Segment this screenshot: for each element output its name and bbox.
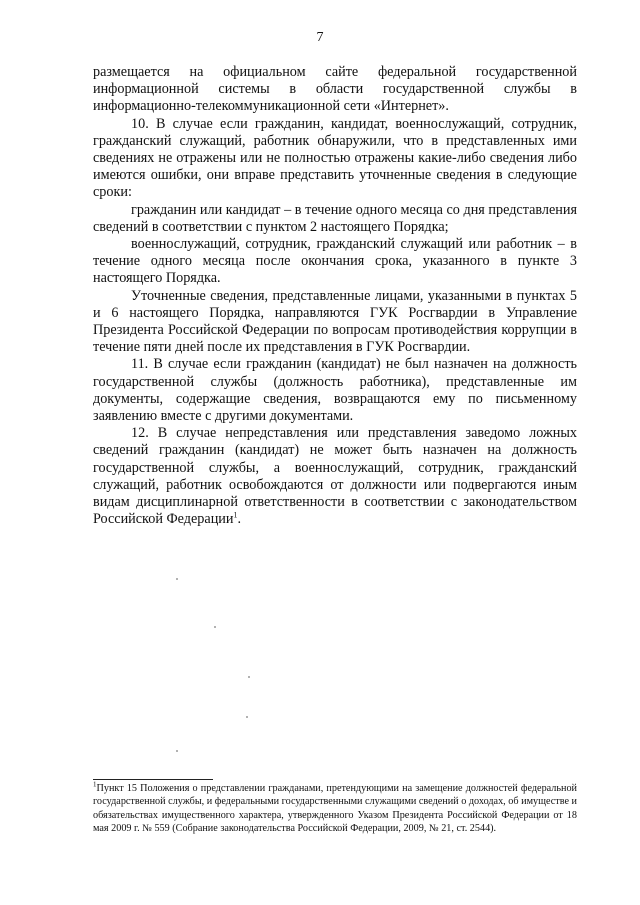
scan-artifact [248, 676, 250, 678]
footnote-reference[interactable]: 1 [233, 510, 238, 520]
document-body [93, 64, 577, 528]
footnote-marker: 1 [93, 780, 97, 789]
paragraph-item-11: 11. В случае если гражданин (кандидат) не был назначен на должность государственной службы (должность работника), представленные им документы, содержащие сведения, возвращаются ему по письменному заявлению вместе с другими документами. [93, 356, 577, 425]
footnote-separator [93, 779, 213, 780]
paragraph-clarified-info: Уточненные сведения, представленные лицами, указанными в пунктах 5 и 6 настоящего Порядка, направляются ГУК Росгвардии в Управление Президента Российской Федерации по вопросам противодействия коррупции в течение пяти дней после их представления в ГУК Росгвардии. [93, 287, 577, 356]
footnote [93, 782, 577, 835]
footnote-text: Пункт 15 Положения о представлении гражданами, претендующими на замещение должностей федеральной государственной службы, и федеральными государственными служащими сведений о доходах, об имуществе и обязательствах имущественного характера, утвержденного Указом Президента Российской Федерации от 18 мая 2009 г. № 559 (Собрание законодательства Российской Федерации, 2009, № 21, ст. 2544). [93, 783, 577, 834]
scan-artifact [176, 578, 178, 580]
paragraph-continuation: размещается на официальном сайте федеральной государственной информационной системы в области государственной службы в информационно-телекоммуникационной сети «Интернет». [93, 64, 577, 115]
paragraph-item-10: 10. В случае если гражданин, кандидат, военнослужащий, сотрудник, гражданский служащий, работник обнаружили, что в представленных ими сведениях не отражены или не полностью отражены какие-либо сведения либо имеются ошибки, они вправе представить уточненные сведения в следующие сроки: [93, 115, 577, 201]
scan-artifact [246, 716, 248, 718]
paragraph-deadline-employee: военнослужащий, сотрудник, гражданский служащий или работник – в течение одного месяца после окончания срока, указанного в пункте 3 настоящего Порядка. [93, 236, 577, 287]
paragraph-deadline-citizen: гражданин или кандидат – в течение одного месяца со дня представления сведений в соответствии с пунктом 2 настоящего Порядка; [93, 201, 577, 235]
scan-artifact [214, 626, 216, 628]
scan-artifact [176, 750, 178, 752]
page-number: 7 [316, 30, 324, 45]
paragraph-item-12-text: 12. В случае непредставления или представления заведомо ложных сведений гражданин (кандидат) не может быть назначен на должность государственной службы, а военнослужащий, сотрудник, гражданский служащий, работник освобождаются от должности или подвергаются иным видам дисциплинарной ответственности в соответствии с законодательством Российской Федерации [93, 425, 577, 528]
paragraph-item-12: 12. В случае непредставления или представления заведомо ложных сведений гражданин (кандидат) не может быть назначен на должность государственной службы, а военнослужащий, сотрудник, гражданский служащий, работник освобождаются от должности или подвергаются иным видам дисциплинарной ответственности в соответствии с законодательством Российской Федерации$^1$. [93, 425, 577, 528]
